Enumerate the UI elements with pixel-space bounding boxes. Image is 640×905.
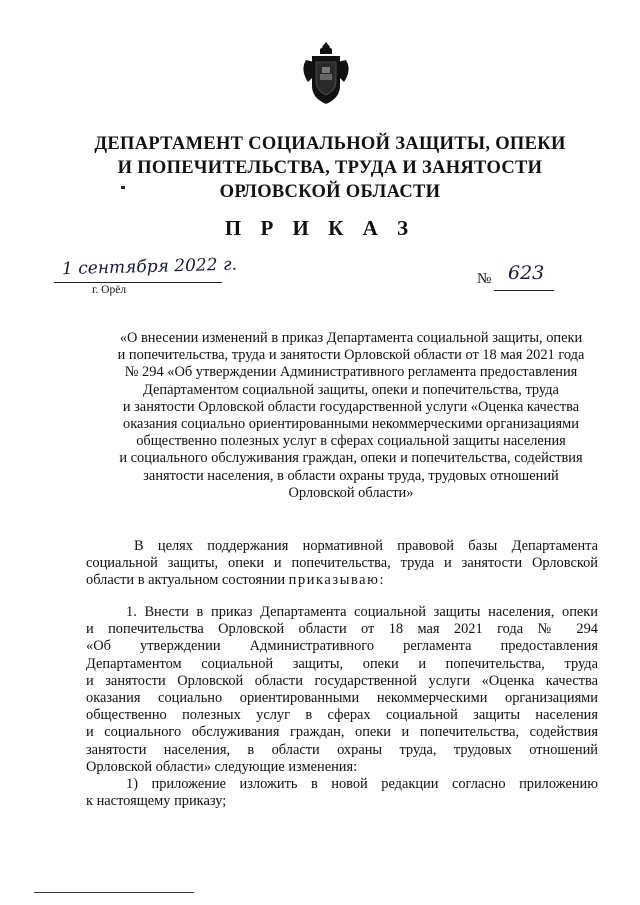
preamble-paragraph — [86, 538, 598, 590]
subject-line: Орловской области» — [288, 484, 414, 501]
number-underline — [494, 290, 554, 291]
city-label: г. Орёл — [92, 284, 127, 296]
subject-line: и занятости Орловской области государственной услуги «Оценка качества — [122, 398, 580, 415]
body-line: «Об утверждении Административного регламента предоставления — [86, 638, 598, 655]
subject-line: занятости населения, в области охраны труда, трудовых отношений — [143, 467, 559, 484]
body-line: оказания социально ориентированными некоммерческими организациями — [86, 690, 598, 707]
scan-mark — [121, 186, 125, 189]
body-line: и попечительства Орловской области от 18 мая 2021 года № 294 — [86, 621, 598, 638]
number-label: № — [477, 271, 492, 287]
document-type-title: П Р И К А З — [224, 216, 416, 240]
body-line: 1. Внести в приказ Департамента социальной защиты населения, опеки — [126, 604, 598, 620]
department-line-3: ОРЛОВСКОЙ ОБЛАСТИ — [219, 182, 441, 202]
handwritten-number: 623 — [508, 262, 545, 284]
subject-line: № 294 «Об утверждении Административного регламента предоставления — [124, 364, 578, 381]
handwritten-date: 1 сентября 2022 г. — [61, 254, 238, 280]
body-line: Департаментом социальной защиты, опеки и попечительства, труда — [86, 655, 598, 672]
coat-of-arms-icon — [300, 40, 352, 106]
sub-item-line: к настоящему приказу; — [86, 793, 227, 810]
sub-item-line: 1) приложение изложить в новой редакции согласно приложению — [126, 776, 598, 793]
body-line: общественно полезных услуг в сферах социальной защиты населения — [86, 707, 598, 724]
subject-line: «О внесении изменений в приказ Департамента социальной защиты, опеки — [119, 330, 583, 346]
subject-line: общественно полезных услуг в сферах социальной защиты населения — [136, 433, 566, 450]
body-line: В целях поддержания нормативной правовой базы Департамента — [134, 538, 598, 554]
body-line: занятости населения, в области охраны труда, трудовых отношений — [86, 741, 598, 758]
body-line: и занятости Орловской области государственной услуги «Оценка качества — [86, 672, 598, 689]
department-name — [60, 132, 600, 204]
preamble-tail: области в актуальном состоянии — [86, 572, 286, 589]
body-line: и социального обслуживания граждан, опеки и попечительства, содействия — [86, 724, 598, 741]
subject-line: Департаментом социальной защиты, опеки и попечительства, труда — [143, 381, 559, 398]
subject-line: и попечительства, труда и занятости Орловской области от 18 мая 2021 года — [117, 347, 585, 364]
body-line — [86, 572, 598, 589]
subject-line: оказания социально ориентированными некоммерческими организациями — [123, 416, 579, 433]
item-1-paragraph — [86, 604, 598, 810]
subject-line: и социального обслуживания граждан, опеки и попечительства, содействия — [119, 450, 583, 467]
footer-rule — [34, 892, 194, 893]
body-line: социальной защиты, опеки и попечительства, труда и занятости Орловской — [86, 555, 598, 572]
department-line-2: И ПОПЕЧИТЕЛЬСТВА, ТРУДА И ЗАНЯТОСТИ — [117, 158, 543, 178]
body-line: Орловской области» следующие изменения: — [86, 758, 358, 775]
department-line-1: ДЕПАРТАМЕНТ СОЦИАЛЬНОЙ ЗАЩИТЫ, ОПЕКИ — [94, 134, 566, 154]
order-subject — [96, 330, 606, 502]
order-word: приказываю: — [288, 572, 386, 589]
date-underline — [54, 282, 222, 283]
